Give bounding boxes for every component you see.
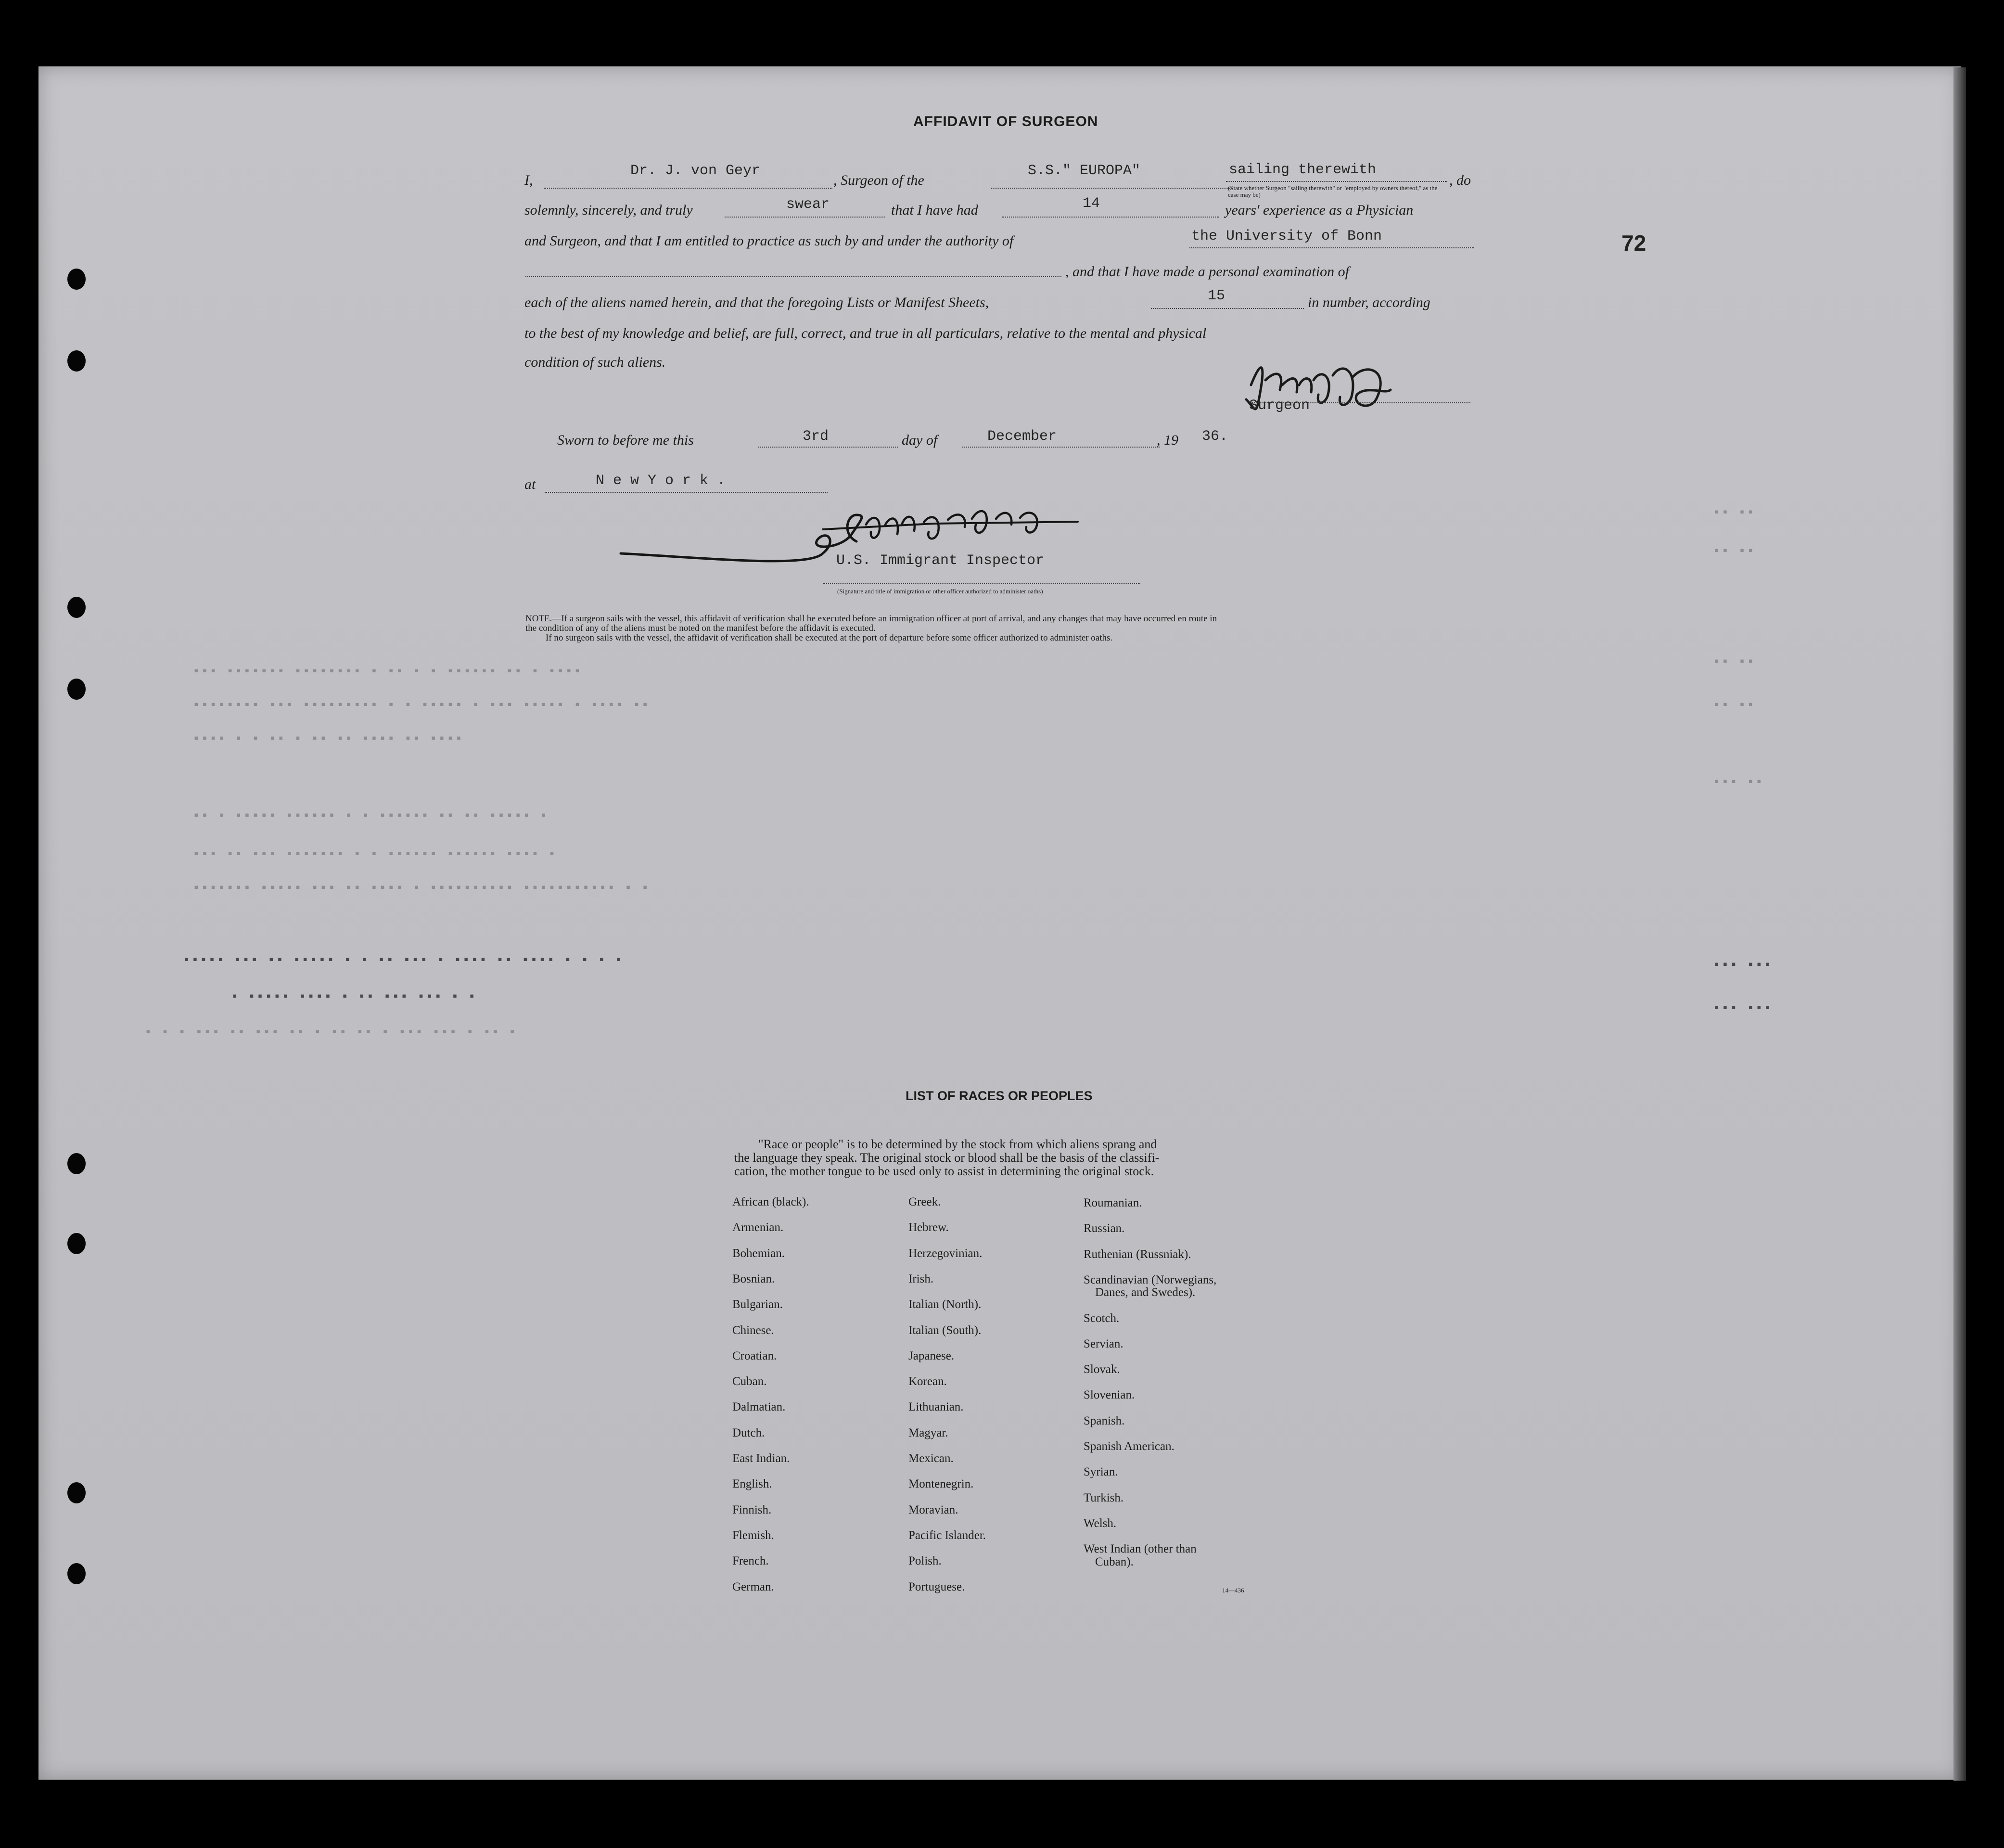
bleed-through-col: ▪▪▪ ▪▪▪ bbox=[1713, 1001, 1773, 1015]
bleed-through-row: ▪▪▪▪▪▪▪▪ ▪▪▪ ▪▪▪▪▪▪▪▪▪ ▪ ▪ ▪▪▪▪▪ ▪ ▪▪▪ ▪▪▪▪▪ ▪ ▪▪▪▪ ▪▪ bbox=[192, 698, 650, 712]
race-item: Mexican. bbox=[908, 1452, 954, 1465]
race-item: Slovak. bbox=[1084, 1363, 1120, 1376]
label-sworn: Sworn to before me this bbox=[557, 432, 694, 448]
race-item: Croatian. bbox=[732, 1349, 777, 1362]
sailing-status: sailing therewith bbox=[1229, 162, 1377, 178]
race-item: Japanese. bbox=[908, 1349, 955, 1362]
place-rule bbox=[545, 492, 828, 493]
note-line-1: NOTE.—If a surgeon sails with the vessel, this affidavit of verification shall be executed before an immigration officer at port of arrival, and any changes that may have occurred en route in bbox=[525, 614, 1217, 624]
race-item: West Indian (other than bbox=[1084, 1542, 1197, 1555]
race-item: Hebrew. bbox=[908, 1221, 949, 1234]
bleed-through-col: ▪▪ ▪▪ bbox=[1713, 544, 1756, 558]
bleed-through-row: ▪▪▪▪▪▪▪ ▪▪▪▪▪ ▪▪▪ ▪▪ ▪▪▪▪ ▪ ▪▪▪▪▪▪▪▪▪▪ ▪▪▪▪▪▪▪▪▪▪▪ ▪ ▪ bbox=[192, 881, 650, 895]
bleed-through-row: ▪ ▪ ▪ ▪▪▪ ▪▪ ▪▪▪ ▪▪ ▪ ▪▪ ▪▪ ▪ ▪▪▪ ▪▪▪ ▪ ▪▪ ▪ bbox=[144, 1025, 517, 1040]
sheets-rule bbox=[1151, 308, 1304, 309]
binder-hole bbox=[67, 679, 86, 700]
label-condition: condition of such aliens. bbox=[524, 354, 666, 370]
day-rule bbox=[758, 447, 898, 448]
race-item: Finnish. bbox=[732, 1503, 772, 1516]
race-item: Servian. bbox=[1084, 1337, 1123, 1350]
race-item: Spanish American. bbox=[1084, 1440, 1174, 1453]
authority: the University of Bonn bbox=[1191, 228, 1382, 244]
race-item: Armenian. bbox=[732, 1221, 784, 1234]
race-item: Pacific Islander. bbox=[908, 1529, 986, 1542]
years-rule bbox=[1002, 217, 1219, 218]
race-item: Portuguese. bbox=[908, 1580, 965, 1593]
label-solemnly: solemnly, sincerely, and truly bbox=[524, 202, 693, 218]
ship-rule bbox=[991, 188, 1232, 189]
race-item: African (black). bbox=[732, 1195, 809, 1208]
race-item: Danes, and Swedes). bbox=[1095, 1286, 1196, 1299]
bleed-through-row: ▪▪▪ ▪▪▪▪▪▪▪ ▪▪▪▪▪▪▪▪ ▪ ▪▪ ▪ ▪ ▪▪▪▪▪▪ ▪▪ ▪ ▪▪▪▪ bbox=[192, 664, 582, 679]
bleed-through-col: ▪▪▪ ▪▪▪ bbox=[1713, 958, 1773, 972]
race-item: Bulgarian. bbox=[732, 1298, 783, 1311]
label-do: , do bbox=[1449, 172, 1471, 188]
bleed-through-row: ▪▪▪▪ ▪ ▪ ▪▪ ▪ ▪▪ ▪▪ ▪▪▪▪ ▪▪ ▪▪▪▪ bbox=[192, 732, 464, 746]
label-i: I, bbox=[524, 172, 533, 188]
bleed-through-col: ▪▪▪ ▪▪ bbox=[1713, 775, 1764, 789]
race-item: Montenegrin. bbox=[908, 1477, 974, 1490]
sworn-place: N e w Y o r k . bbox=[596, 473, 726, 489]
oath-rule bbox=[725, 217, 885, 218]
race-item: Dalmatian. bbox=[732, 1400, 786, 1413]
sworn-month: December bbox=[987, 428, 1057, 445]
race-item: Ruthenian (Russniak). bbox=[1084, 1248, 1191, 1261]
affidavit-title: AFFIDAVIT OF SURGEON bbox=[913, 114, 1098, 129]
note-line-2: the condition of any of the aliens must be noted on the manifest before the affidavit is executed. bbox=[525, 623, 876, 633]
races-intro-line-1: "Race or people" is to be determined by the stock from which aliens sprang and bbox=[758, 1137, 1157, 1151]
race-item: Bosnian. bbox=[732, 1272, 775, 1285]
race-item: Flemish. bbox=[732, 1529, 774, 1542]
race-item: Greek. bbox=[908, 1195, 941, 1208]
label-day-of: day of bbox=[902, 432, 938, 448]
race-item: Cuban). bbox=[1095, 1555, 1134, 1568]
authority-rule-2 bbox=[525, 276, 1061, 277]
race-item: East Indian. bbox=[732, 1452, 790, 1465]
inspector-caption: (Signature and title of immigration or other officer authorized to administer oaths) bbox=[837, 588, 1043, 595]
form-code: 14—436 bbox=[1222, 1587, 1244, 1594]
race-item: Moravian. bbox=[908, 1503, 958, 1516]
race-item: Cuban. bbox=[732, 1375, 767, 1388]
label-surgeon-of: , Surgeon of the bbox=[833, 172, 924, 188]
surgeon-label: Surgeon bbox=[1249, 398, 1310, 414]
race-item: Scotch. bbox=[1084, 1312, 1120, 1325]
race-item: Italian (South). bbox=[908, 1324, 982, 1337]
sworn-year: 36. bbox=[1202, 428, 1228, 445]
binder-hole bbox=[67, 1482, 86, 1503]
surgeon-name: Dr. J. von Geyr bbox=[630, 163, 761, 179]
oath: swear bbox=[786, 196, 830, 213]
label-and-surgeon: and Surgeon, and that I am entitled to practice as such by and under the authority of bbox=[524, 233, 1014, 249]
years: 14 bbox=[1083, 195, 1100, 212]
binder-hole bbox=[67, 1233, 86, 1254]
binder-hole bbox=[67, 597, 86, 618]
race-item: Slovenian. bbox=[1084, 1388, 1135, 1401]
bleed-through-row: ▪▪ ▪ ▪▪▪▪▪ ▪▪▪▪▪▪ ▪ ▪ ▪▪▪▪▪▪ ▪▪ ▪▪ ▪▪▪▪▪ ▪ bbox=[192, 808, 549, 823]
sworn-day: 3rd bbox=[803, 428, 829, 445]
race-item: Syrian. bbox=[1084, 1465, 1118, 1478]
binder-hole bbox=[67, 1563, 86, 1584]
inspector-rule bbox=[823, 583, 1140, 584]
race-item: Russian. bbox=[1084, 1222, 1125, 1235]
page-edge bbox=[1953, 67, 1966, 1781]
races-intro-line-3: cation, the mother tongue to be used only to assist in determining the original stock. bbox=[734, 1164, 1154, 1178]
race-item: Lithuanian. bbox=[908, 1400, 964, 1413]
page-number: 72 bbox=[1621, 231, 1647, 256]
race-item: Turkish. bbox=[1084, 1491, 1124, 1504]
label-each-aliens: each of the aliens named herein, and that the foregoing Lists or Manifest Sheets, bbox=[524, 295, 989, 310]
authority-rule bbox=[1189, 247, 1474, 248]
binder-hole bbox=[67, 1153, 86, 1174]
race-item: Irish. bbox=[908, 1272, 934, 1285]
label-19: , 19 bbox=[1157, 432, 1178, 448]
sailing-rule bbox=[1226, 181, 1447, 182]
race-item: Dutch. bbox=[732, 1426, 765, 1439]
race-item: Korean. bbox=[908, 1375, 947, 1388]
race-item: Chinese. bbox=[732, 1324, 774, 1337]
label-that-had: that I have had bbox=[891, 202, 978, 218]
race-item: Scandinavian (Norwegians, bbox=[1084, 1273, 1217, 1286]
document-page bbox=[38, 66, 1961, 1780]
races-title: LIST OF RACES OR PEOPLES bbox=[906, 1089, 1093, 1103]
binder-hole bbox=[67, 350, 86, 372]
race-item: French. bbox=[732, 1554, 769, 1567]
label-best-knowledge: to the best of my knowledge and belief, are full, correct, and true in all particulars, relative to the mental and physical bbox=[524, 325, 1207, 341]
bleed-through-row: ▪ ▪▪▪▪▪ ▪▪▪▪ ▪ ▪▪ ▪▪▪ ▪▪▪ ▪ ▪ bbox=[231, 989, 477, 1004]
race-item: Magyar. bbox=[908, 1426, 948, 1439]
ship-name: S.S." EUROPA" bbox=[1028, 163, 1141, 179]
bleed-through-col: ▪▪ ▪▪ bbox=[1713, 698, 1756, 712]
races-intro bbox=[734, 1138, 1254, 1178]
label-in-number: in number, according bbox=[1308, 295, 1430, 310]
race-item: English. bbox=[732, 1477, 772, 1490]
race-item: Welsh. bbox=[1084, 1517, 1117, 1530]
bleed-through-col: ▪▪ ▪▪ bbox=[1713, 654, 1756, 669]
bleed-through-col: ▪▪ ▪▪ bbox=[1713, 505, 1756, 520]
sheets-count: 15 bbox=[1208, 288, 1225, 304]
bleed-through-row: ▪▪▪▪▪ ▪▪▪ ▪▪ ▪▪▪▪▪ ▪ ▪ ▪▪ ▪▪▪ ▪ ▪▪▪▪ ▪▪ ▪▪▪▪ ▪ ▪ ▪ ▪ bbox=[183, 953, 624, 967]
race-item: Bohemian. bbox=[732, 1247, 785, 1260]
bleed-through-row: ▪▪▪ ▪▪ ▪▪▪ ▪▪▪▪▪▪▪ ▪ ▪ ▪▪▪▪▪▪ ▪▪▪▪▪▪ ▪▪▪▪ ▪ bbox=[192, 847, 557, 861]
name-rule bbox=[544, 188, 832, 189]
race-item: Herzegovinian. bbox=[908, 1247, 983, 1260]
race-item: Italian (North). bbox=[908, 1298, 982, 1311]
label-years-exp: years' experience as a Physician bbox=[1225, 202, 1414, 218]
inspector-title: U.S. Immigrant Inspector bbox=[836, 552, 1045, 569]
race-item: German. bbox=[732, 1580, 774, 1593]
month-rule bbox=[962, 447, 1160, 448]
label-at: at bbox=[524, 476, 536, 492]
note-line-3: If no surgeon sails with the vessel, the affidavit of verification shall be executed at the port of departure before some officer authorized to administer oaths. bbox=[546, 633, 1113, 643]
inspector-signature bbox=[616, 496, 1126, 585]
label-personal-exam: , and that I have made a personal examination of bbox=[1065, 264, 1349, 280]
binder-hole bbox=[67, 269, 86, 290]
race-item: Polish. bbox=[908, 1554, 942, 1567]
race-item: Spanish. bbox=[1084, 1414, 1125, 1427]
race-item: Roumanian. bbox=[1084, 1196, 1142, 1209]
races-intro-line-2: the language they speak. The original stock or blood shall be the basis of the classifi- bbox=[734, 1151, 1160, 1165]
state-note: (State whether Surgeon "sailing therewith" or "employed by owners thereof," as the case may be) bbox=[1228, 184, 1438, 198]
